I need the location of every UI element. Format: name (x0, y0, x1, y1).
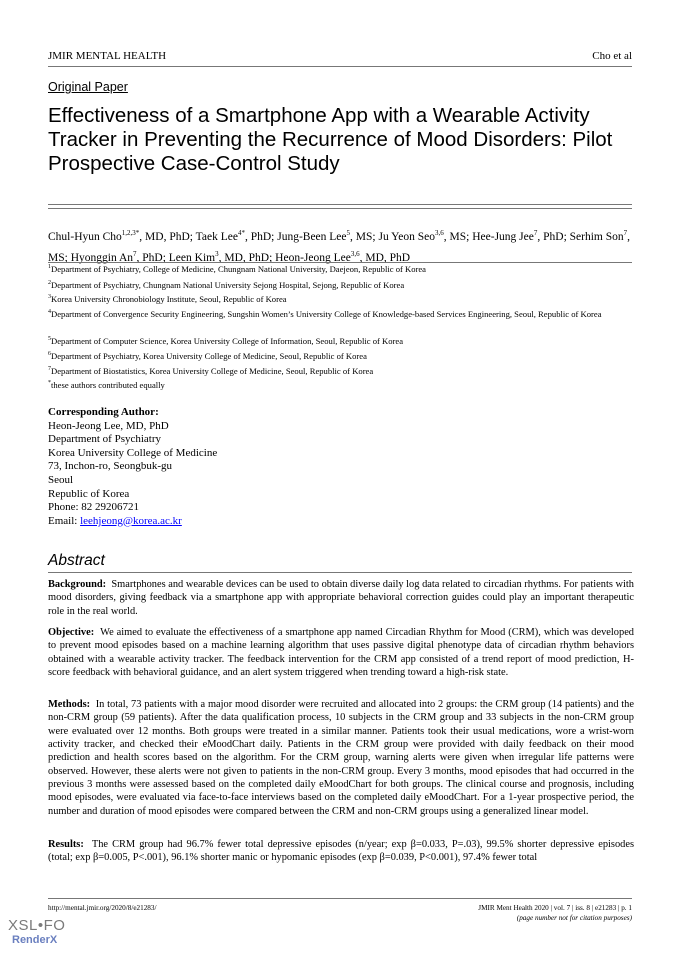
footer-rule (48, 898, 632, 899)
logo-line2: RenderX (12, 934, 58, 946)
affiliation-item (48, 280, 638, 291)
abstract-results (48, 838, 634, 865)
results-text: The CRM group had 96.7% fewer total depressive episodes (n/year; exp β=0.033, P=.03), 99.5% shorter depressive episodes (total; exp β=0.005, P<.001), 96.1% shorter manic or hypomanic episodes (exp β=0.039, P<0.001), 97.4% fewer total (48, 839, 634, 864)
abstract-background (48, 578, 634, 618)
methods-text: In total, 73 patients with a major mood disorder were recruited and allocated into 2 groups: the CRM group (14 patients) and the non-CRM group (59 patients). After the data qualification process, 10 subjects in the CRM group and 33 subjects in the non-CRM group were evaluated over 12 months. Both groups were treated in a similar manner. Patients took their usual medications, wore a wrist-worn activity tracker, and checked their eMoodChart daily. Patients in the CRM group were provided with daily feedback on their mood prediction and health scores based on the algorithm. For the CRM group, warning alerts were given when irregular life patterns were observed. However, these alerts were not given to patients in the non-CRM group. Every 3 months, mood episodes that had occurred in the previous 3 months were assessed based on the completed daily eMoodChart for both groups. The clinical course and prognosis, including mood episodes, were evaluated via face-to-face interviews based on the completed daily eMoodChart. For a 1-year prospective period, the number and duration of mood episodes were compared between the CRM and non-CRM groups using a generalized linear model. (48, 699, 634, 817)
affiliation-text: Department of Psychiatry, Chungnam National University Sejong Hospital, Sejong, Republic of Korea (51, 280, 405, 290)
author-degrees: , PhD; (537, 230, 570, 243)
author-degrees: , MD, PhD; (139, 230, 196, 243)
affiliation-number: 1 (48, 264, 51, 270)
author-affiliation-marker: 7 (623, 229, 628, 237)
author-affiliation-marker: 3,6 (435, 229, 444, 237)
affiliation-number: 3 (48, 294, 51, 300)
affiliation-text: Department of Computer Science, Korea University College of Information, Seoul, Republic of Korea (51, 336, 404, 346)
affiliation-number: 4 (48, 309, 51, 315)
affiliation-text: Department of Psychiatry, College of Medicine, Chungnam National University, Daejeon, Republic of Korea (51, 264, 426, 274)
affiliation-text: Department of Psychiatry, Korea University College of Medicine, Seoul, Republic of Korea (51, 351, 367, 361)
affiliation-text: Department of Convergence Security Engineering, Sungshin Women’s University College of Knowledge-based Services Engineering, Seoul, Republic of Korea (51, 309, 602, 319)
author-name: Jung-Been Lee (277, 230, 347, 243)
email-line (48, 515, 217, 529)
author-degrees: , MS; (443, 230, 473, 243)
running-authors: Cho et al (592, 50, 632, 62)
abstract-rule (48, 572, 632, 573)
header-rule (48, 66, 632, 67)
author (472, 231, 569, 243)
corr-line: Korea University College of Medicine (48, 446, 218, 459)
author-degrees: , MS; (350, 230, 379, 243)
title-rule-bottom (48, 208, 632, 209)
corresponding-label: Corresponding Author: (48, 406, 159, 418)
affiliation-item (48, 351, 638, 362)
affiliation-number: 7 (48, 366, 51, 372)
author-name: Hee-Jung Jee (472, 230, 534, 243)
affiliation-text: Department of Biostatistics, Korea University College of Medicine, Seoul, Republic of Korea (51, 366, 374, 376)
author-name: Leen Kim (168, 251, 216, 264)
author-degrees: , MD, PhD; (218, 251, 276, 264)
abstract-methods (48, 698, 634, 818)
author-name: Taek Lee (195, 230, 238, 243)
page-number-note: (page number not for citation purposes) (516, 914, 632, 922)
corr-line: Republic of Korea (48, 487, 130, 500)
corresponding-author (48, 406, 217, 528)
author-affiliation-marker: 4* (237, 229, 245, 237)
affiliation-text: these authors contributed equally (51, 380, 165, 390)
author (196, 231, 278, 243)
affiliation-item (48, 309, 638, 320)
author-affiliation-marker: 7 (533, 229, 538, 237)
article-type: Original Paper (48, 80, 128, 94)
corr-line: Department of Psychiatry (48, 433, 162, 446)
article-url: http://mental.jmir.org/2020/8/e21283/ (48, 904, 157, 912)
affiliation-number: 6 (48, 351, 51, 357)
author-name: Chul-Hyun Cho (48, 230, 122, 243)
affiliation-item (48, 336, 638, 347)
logo-line1: XSL•FO (8, 917, 66, 934)
objective-text: We aimed to evaluate the effectiveness of a smartphone app named Circadian Rhythm for Mood (CRM), which was developed to prevent mood episodes based on a machine learning algorithm that uses passive digital phenotype data of circadian rhythm behaviors obtained with a wearable activity tracker. The feedback intervention for the CRM app consisted of a trend report of mood prediction, H-score feedback with behavioral guidance, and an alert system triggered when trending toward a high-risk state. (48, 627, 634, 679)
abstract-heading: Abstract (48, 552, 105, 569)
methods-label: Methods: (48, 699, 91, 710)
authors-rule (48, 262, 632, 263)
author-degrees: , PhD; (136, 251, 169, 264)
background-text: Smartphones and wearable devices can be used to obtain diverse daily log data related to circadian rhythms. For patients with mood disorders, giving feedback via a smartphone app with appropriate behavioral correction guides could play an important therapeutic role in the real world. (48, 579, 634, 617)
email-link[interactable]: leehjeong@korea.ac.kr (80, 514, 182, 527)
running-header (48, 50, 632, 64)
background-label: Background: (48, 579, 107, 590)
author-affiliation-marker: 3,6 (350, 249, 360, 258)
affiliation-item (48, 380, 638, 391)
affiliation-item (48, 294, 638, 305)
author-name: Ju Yeon Seo (378, 230, 436, 243)
affiliation-number: 2 (48, 280, 51, 286)
journal-name: JMIR MENTAL HEALTH (48, 50, 167, 62)
citation-line: JMIR Ment Health 2020 | vol. 7 | iss. 8 | e21283 | p. 1 (478, 904, 632, 912)
author (48, 231, 196, 243)
author-affiliation-marker: 5 (346, 229, 351, 237)
email-label: Email: (48, 514, 81, 527)
author-name: Heon-Jeong Lee (275, 251, 351, 264)
author-affiliation-marker: 1,2,3* (121, 229, 140, 237)
author (277, 231, 378, 243)
author-affiliation-marker: 7 (133, 249, 137, 258)
author-degrees: , MD, PhD (359, 251, 411, 264)
affiliation-item (48, 366, 638, 377)
author-degrees: , PhD; (244, 230, 278, 243)
corr-line: Phone: 82 29206721 (48, 501, 140, 514)
author-list (48, 225, 636, 267)
page-title: Effectiveness of a Smartphone App with a Wearable Activity Tracker in Preventing the Recurrence of Mood Disorders: Pilot Prospective Case-Control Study (48, 104, 613, 175)
results-label: Results: (48, 839, 84, 850)
corr-line: Seoul (48, 473, 74, 486)
affiliation-number: * (48, 380, 51, 386)
affiliation-item (48, 264, 638, 275)
abstract-objective (48, 626, 634, 679)
author (378, 231, 472, 243)
author-name: Serhim Son (569, 230, 624, 243)
xslfo-logo (8, 918, 65, 946)
author-degrees: , MS; (48, 230, 631, 264)
author-name: Hyonggin An (70, 251, 133, 264)
corr-line: 73, Inchon-ro, Seongbuk-gu (48, 460, 173, 473)
title-rule-top (48, 204, 632, 205)
objective-label: Objective: (48, 627, 95, 638)
corr-line: Heon-Jeong Lee, MD, PhD (48, 419, 169, 432)
affiliation-number: 5 (48, 336, 51, 342)
author-affiliation-marker: 3 (215, 249, 219, 258)
affiliation-text: Korea University Chronobiology Institute, Seoul, Republic of Korea (51, 294, 287, 304)
